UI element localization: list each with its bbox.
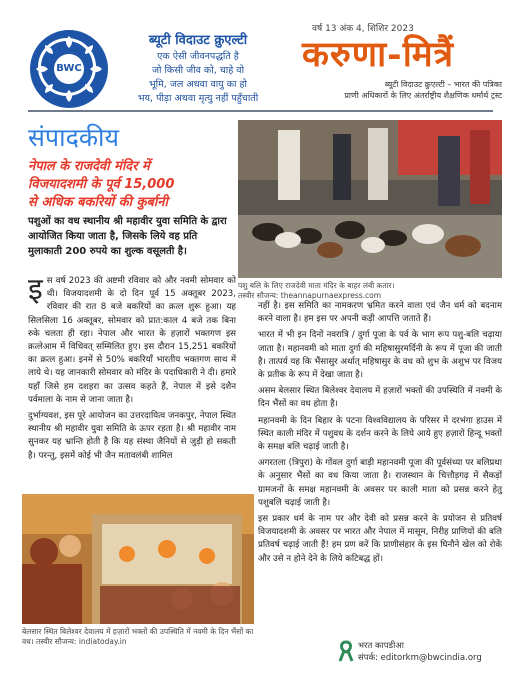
body-paragraph: इस प्रकार धर्म के नाम पर और देवी को प्रसन्न करने के प्रयोजन से प्रतिवर्ष विजयादशमी के अवसर पर भारत और नेपाल में मासूम, निरीह प्राणियों की बलि प्रतिवर्ष चढ़ाई जाती हैं! हम प्रण करें कि प्राणीसंहार के इस घिनौने खेल को रोकें और उसे न होने देने के लिये कटिबद्ध हों। [258, 514, 502, 564]
body-paragraph: भारत में भी इन दिनों नवरात्रि / दुर्गा पूजा के पर्व के भाग रूप पशु-बलि चढ़ाया जाता है। महानवमी को माता दुर्गा की महिषासुरमर्दिनी के रूप में पूजा की जाती है। तात्पर्य यह कि भैंसासुर अर्थात् महिषासुर के वध को शुभ के अशुभ पर विजय के प्रतीक के रूप में देखा जाता है। [258, 330, 502, 381]
magazine-tagline: प्राणी अधिकारों के लिए अंतर्राष्ट्रीय शैक्षणिक धर्मार्थ ट्रस्ट [344, 91, 502, 100]
motto-line: भय, पीड़ा अथवा मृत्यु नहीं पहुँचाती [137, 93, 259, 104]
drop-cap: इ [28, 272, 43, 307]
headline-line: नेपाल के राजदेवी मंदिर में [28, 159, 150, 174]
section-label: संपादकीय [28, 123, 120, 152]
headline-line: विजयादशमी के पूर्व 15,000 [28, 177, 175, 192]
contact-email: संपर्क: editorkm@bwcindia.org [358, 653, 482, 663]
body-column-right [258, 300, 502, 569]
body-paragraph: नहीं है। इस समिति का नामकरण भ्रमित करने वाला एवं जैन धर्म को बदनाम करने वाला है। हम इस पर अपनी कड़ी आपत्ति जताते हैं। [258, 301, 502, 325]
motto-line: जो किसी जीव को, चाहे वो [151, 65, 245, 76]
bwc-logo [30, 30, 108, 108]
headline-line: से अधिक बकरियों की कुर्बानी [28, 195, 168, 210]
body-column-left [28, 272, 236, 466]
logo-text: BWC [54, 54, 84, 84]
body-paragraph: इस वर्ष 2023 की अष्टमी रविवार को और नवमी सोमवार को थी। विजयादशमी के दो दिन पूर्व 15 अक्तूबर 2023, रविवार की रात 8 बजे बकरियों का क़त्ल शुरू हुआ। यह सिलसिला 16 अक्तूबर, सोमवार को प्रात:काल 4 बजे तक बिना रुके चलता ही रहा। नेपाल और भारत के हज़ारों भक्तगण इस क़त्लेआम में विधिवत् सम्मिलित हुए। इस दौरान 15,251 बकरियों का क़त्ल हुआ। इनमें से 50% बकरियाँ भारतीय भक्तगण साथ में लाये थे। यह जानकारी सोमवार को मंदिर के पदाधिकारी ने दी। हमारे यहाँ जिसे हम दशहरा का उत्सव कहते हैं, नेपाल में इसे दशैन पर्वमाला के नाम से जाना जाता है। [28, 272, 236, 405]
awareness-ribbon-icon [338, 640, 354, 662]
body-paragraph: असम बेलसार स्थित बिलेश्वर देवालय में हज़ारों भक्तों की उपस्थिति में नवमी के दिन भैंसों का वध होता है। [258, 386, 502, 410]
body-paragraph: अगरतला (त्रिपुरा) के गोंवल दुर्गा बाड़ी महानवमी पूजा की पूर्वसंध्या पर बलिप्रथा के अनुसार भैंसों का वध किया जाता है। राजस्थान के चित्तौड़गढ़ में सैकड़ों ग्रामजनों के समक्ष महानवमी के अवसर पर काली माता को प्रसन्न करने हेतु पशुबलि चढ़ाई जाती है। [258, 458, 502, 508]
org-name: ब्यूटी विदाउट क्रुएल्टी [148, 33, 248, 48]
temple-crowd-photo [22, 494, 254, 624]
lead-paragraph: पशुओं का वध स्थानीय श्री महावीर युवा समिति के द्वारा आयोजित किया जाता है, जिसके लिये वह प्रति मुलाकाती 200 रुपये का शुल्क वसूलती है। [28, 216, 227, 257]
editor-name: भरत कापडीआ [358, 641, 404, 651]
goats-queue-photo [238, 120, 502, 278]
photo-caption: पशु बलि के लिए राजदेवी माता मंदिर के बाहर लंबी कतार। [238, 281, 395, 290]
issue-info: वर्ष 13 अंक 4, शिशिर 2023 [312, 24, 414, 34]
magazine-subtitle: ब्यूटी विदाउट क्रुएल्टी – भारत की पत्रिका [384, 80, 502, 89]
body-paragraph: दुर्भाग्यवश, इस पूरे आयोजन का उत्तरदायित्व जनकपुर, नेपाल स्थित स्थानीय श्री महावीर युवा समिति के ऊपर रहता है। श्री महावीर नाम सुनकर यह भ्रान्ति होती है कि यह संस्था जैनियों से जुड़ी हो सकती है। परन्तु, इसमें कोई भी जैन मतावलंबी शामिल [28, 411, 236, 461]
header-divider [28, 110, 493, 112]
photo-credit: तस्वीर सौजन्य: theannapurnaexpress.com [238, 291, 382, 300]
magazine-title: करुणा-मित्रैं [302, 34, 455, 75]
photo-caption: बेलसार स्थित बिलेश्वर देवालय में हज़ारों भक्तों की उपस्थिति में नवमी के दिन भैंसों का वध। तस्वीर सौजन्य: indiatoday.in [22, 627, 254, 646]
body-paragraph: महानवमी के दिन बिहार के पटना विश्वविद्यालय के परिसर में दरभंगा हाउस में स्थित काली मंदिर में पशुवध के दर्शन करने के लिये आये हुए हज़ारों हिन्दू भक्तों के समक्ष बलि चढ़ाई जाती है। [258, 415, 502, 453]
motto-line: एक ऐसी जीवनपद्धति है [157, 51, 239, 62]
motto-line: भूमि, जल अथवा वायु का हो [148, 79, 247, 90]
